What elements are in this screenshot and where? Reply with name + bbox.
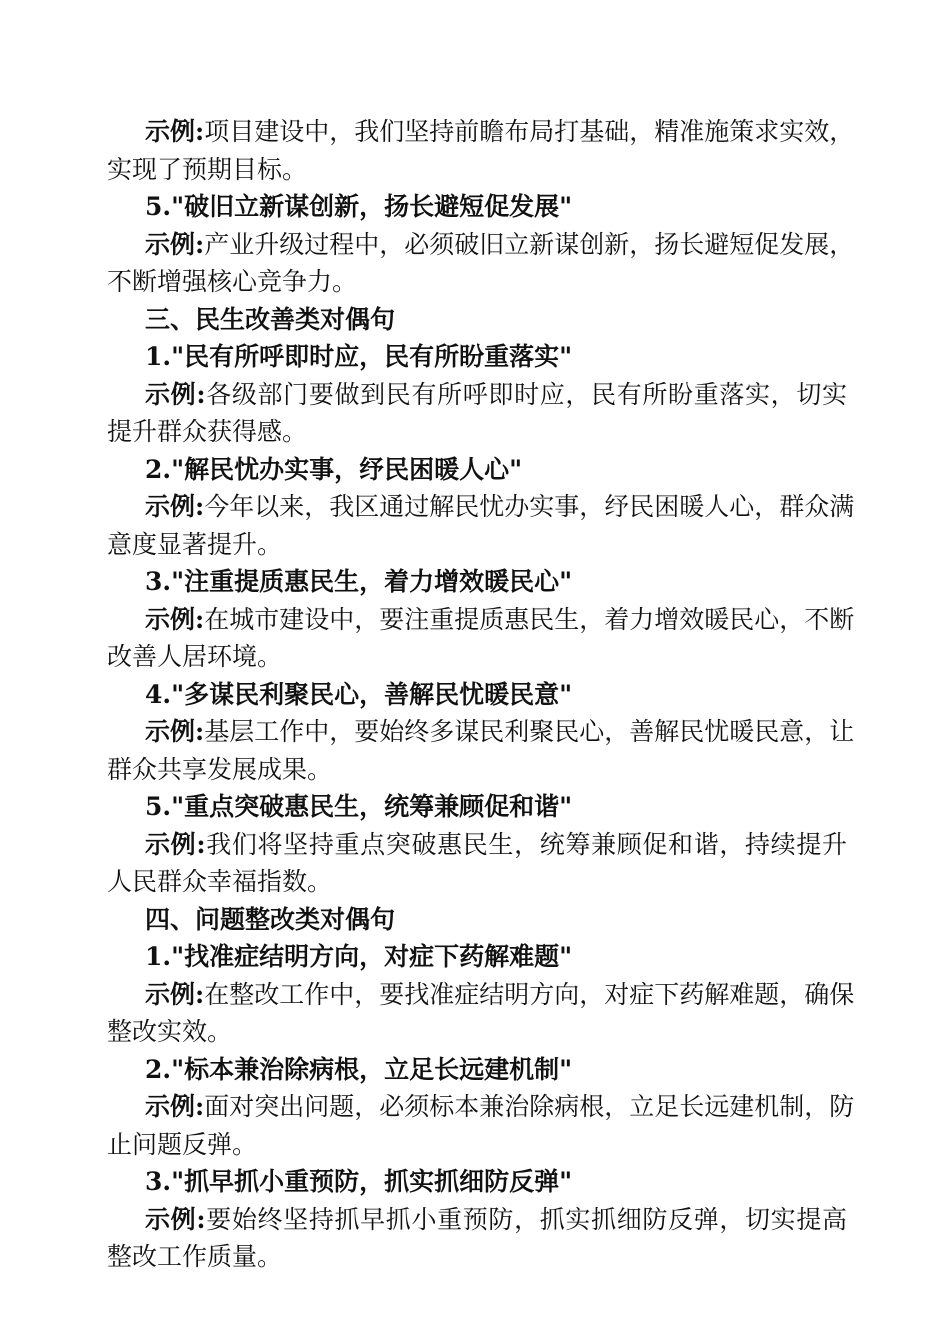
example-paragraph [107, 976, 855, 1014]
section-heading: 四、问题整改类对偶句 [145, 904, 396, 934]
phrase-heading: 1."找准症结明方向，对症下药解难题" [145, 942, 573, 971]
example-text: 面对突出问题，必须标本兼治除病根，立足长远建机制，防 [204, 1092, 855, 1121]
example-text: 项目建设中，我们坚持前瞻布局打基础，精准施策求实效， [204, 117, 855, 146]
example-label: 示例: [145, 979, 205, 1009]
example-label: 示例: [145, 229, 205, 259]
example-label: 示例: [145, 492, 205, 521]
example-text: 各级部门要做到民有所呼即时应，民有所盼重落实，切实 [205, 379, 847, 409]
example-label: 示例: [145, 1204, 206, 1234]
example-text: 我们将坚持重点突破惠民生，统筹兼顾促和谐，持续提升 [205, 829, 847, 859]
example-label: 示例: [145, 117, 205, 146]
example-text-continued: 群众共享发展成果。 [107, 754, 333, 784]
example-text: 基层工作中，要始终多谋民利聚民心，善解民忧暖民意，让 [204, 717, 855, 746]
example-text: 在整改工作中，要找准症结明方向，对症下药解难题，确保 [204, 979, 855, 1009]
example-paragraph [107, 1088, 855, 1126]
phrase-heading: 2."标本兼治除病根，立足长远建机制" [145, 1054, 573, 1084]
section-heading: 三、民生改善类对偶句 [145, 304, 396, 334]
phrase-heading: 5."破旧立新谋创新，扬长避短促发展" [145, 192, 573, 221]
example-text-continued: 不断增强核心竞争力。 [107, 267, 358, 296]
example-label: 示例: [145, 717, 205, 746]
example-text-continued: 提升群众获得感。 [107, 417, 308, 446]
example-label: 示例: [145, 604, 205, 634]
example-paragraph [107, 376, 847, 414]
example-text-continued: 实现了预期目标。 [107, 154, 308, 184]
example-text-continued: 止问题反弹。 [107, 1129, 258, 1159]
example-paragraph [107, 1201, 847, 1239]
example-label: 示例: [145, 379, 206, 409]
example-paragraph [107, 488, 855, 526]
example-paragraph [107, 601, 855, 639]
example-text: 在城市建设中，要注重提质惠民生，着力增效暖民心，不断 [204, 604, 855, 634]
phrase-heading: 5."重点突破惠民生，统筹兼顾促和谐" [145, 792, 573, 821]
phrase-heading: 1."民有所呼即时应，民有所盼重落实" [145, 342, 573, 371]
phrase-heading: 4."多谋民利聚民心，善解民忧暖民意" [145, 679, 573, 709]
example-text-continued: 人民群众幸福指数。 [107, 867, 333, 896]
phrase-heading: 3."抓早抓小重预防，抓实抓细防反弹" [145, 1167, 573, 1196]
example-text: 要始终坚持抓早抓小重预防，抓实抓细防反弹，切实提高 [205, 1204, 847, 1234]
example-text-continued: 改善人居环境。 [107, 642, 283, 671]
example-text-continued: 整改工作质量。 [107, 1242, 283, 1271]
example-text: 今年以来，我区通过解民忧办实事，纾民困暖人心，群众满 [204, 492, 855, 521]
example-text-continued: 意度显著提升。 [107, 529, 283, 559]
example-paragraph [107, 713, 855, 751]
example-paragraph [107, 226, 855, 264]
phrase-heading: 2."解民忧办实事，纾民困暖人心" [145, 454, 523, 484]
example-label: 示例: [145, 1092, 205, 1121]
phrase-heading: 3."注重提质惠民生，着力增效暖民心" [145, 567, 573, 596]
example-label: 示例: [145, 829, 206, 859]
example-paragraph [107, 113, 855, 151]
example-text: 产业升级过程中，必须破旧立新谋创新，扬长避短促发展， [204, 229, 855, 259]
example-paragraph [107, 826, 847, 864]
document-body [107, 113, 855, 1276]
example-text-continued: 整改实效。 [107, 1017, 233, 1046]
